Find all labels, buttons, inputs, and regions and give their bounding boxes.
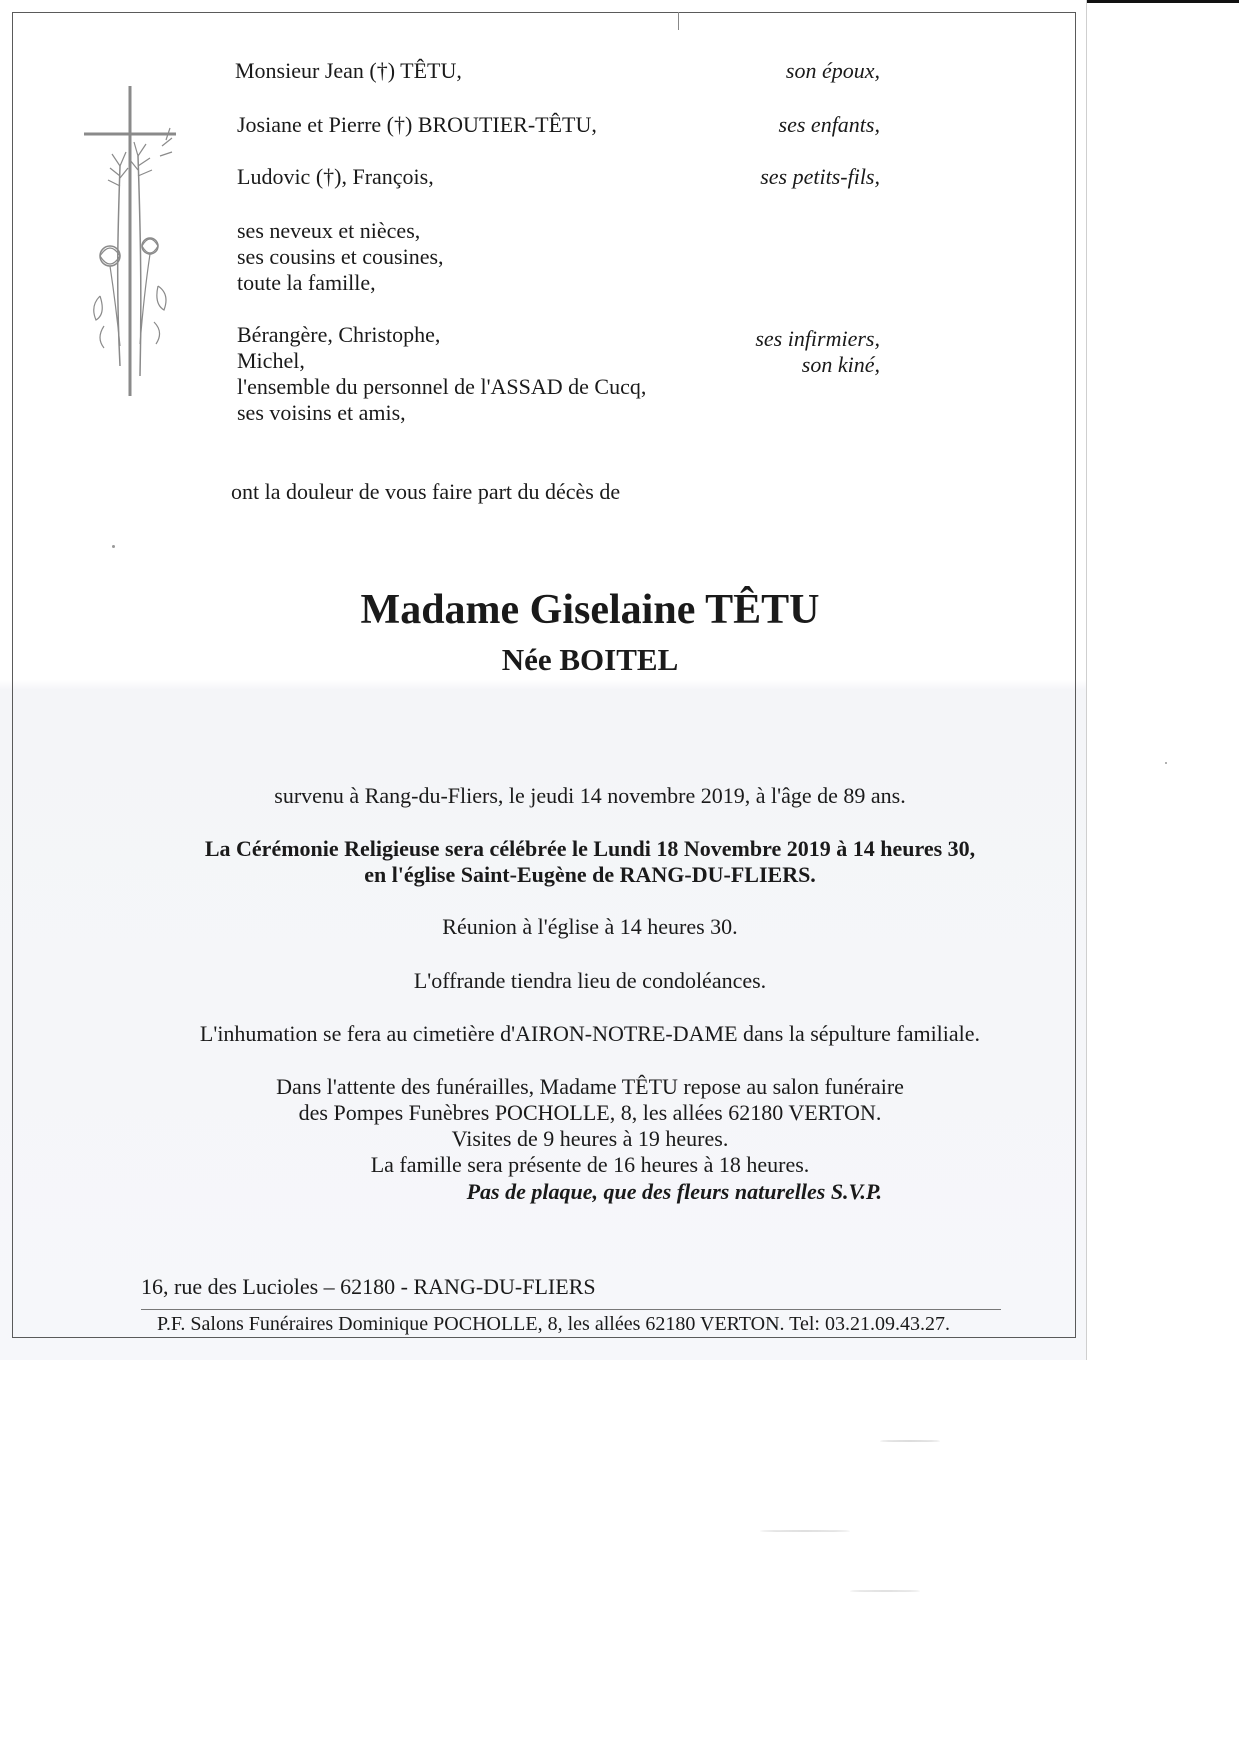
family-present-text: La famille sera présente de 16 heures à 18 heures. — [370, 1152, 810, 1177]
fold-mark — [678, 12, 679, 30]
scan-smudge — [850, 1590, 920, 1592]
flowers-note: Pas de plaque, que des fleurs naturelles S.V.P. — [466, 1179, 882, 1204]
family-line-4: ses neveux et nièces, — [237, 218, 421, 243]
family-role-3: ses petits-fils, — [760, 164, 880, 189]
scan-speck — [1165, 762, 1167, 764]
visits-text: Visites de 9 heures à 19 heures. — [451, 1126, 729, 1151]
announcement-text: ont la douleur de vous faire part du décès de — [231, 479, 621, 504]
reunion-text: Réunion à l'église à 14 heures 30. — [442, 914, 738, 939]
family-line-3: Ludovic (†), François, — [237, 164, 434, 189]
ceremony-line-1: La Cérémonie Religieuse sera célébrée le Lundi 18 Novembre 2019 à 14 heures 30, — [204, 836, 976, 861]
family-line-5: ses cousins et cousines, — [237, 244, 444, 269]
salon-line-1: Dans l'attente des funérailles, Madame TÊTU repose au salon funéraire — [276, 1074, 904, 1099]
scan-edge-line — [1085, 0, 1239, 3]
family-role-2: ses enfants, — [778, 112, 880, 137]
family-line-7: Bérangère, Christophe, — [237, 322, 441, 347]
family-line-8: Michel, — [237, 348, 305, 373]
family-line-9: l'ensemble du personnel de l'ASSAD de Cucq, — [237, 374, 647, 399]
offering-text: L'offrande tiendra lieu de condoléances. — [413, 968, 767, 993]
cross-with-flowers-icon — [80, 86, 200, 402]
family-role-8: son kiné, — [801, 352, 880, 377]
funeral-home-footer: P.F. Salons Funéraires Dominique POCHOLLE, 8, les allées 62180 VERTON. Tel: 03.21.09.43.27. — [157, 1313, 950, 1335]
ceremony-line-2: en l'église Saint-Eugène de RANG-DU-FLIERS. — [364, 862, 816, 887]
family-line-10: ses voisins et amis, — [237, 400, 406, 425]
family-line-1: Monsieur Jean (†) TÊTU, — [235, 58, 462, 83]
family-line-2: Josiane et Pierre (†) BROUTIER-TÊTU, — [237, 112, 597, 137]
scan-smudge — [760, 1530, 850, 1532]
deceased-maiden-name: Née BOITEL — [501, 642, 679, 677]
deceased-name: Madame Giselaine TÊTU — [360, 587, 820, 633]
family-line-6: toute la famille, — [237, 270, 376, 295]
scan-smudge — [880, 1440, 940, 1442]
death-details: survenu à Rang-du-Fliers, le jeudi 14 novembre 2019, à l'âge de 89 ans. — [274, 783, 906, 808]
burial-text: L'inhumation se fera au cimetière d'AIRON-NOTRE-DAME dans la sépulture familiale. — [199, 1021, 981, 1046]
salon-line-2: des Pompes Funèbres POCHOLLE, 8, les allées 62180 VERTON. — [298, 1100, 882, 1125]
home-address: 16, rue des Lucioles – 62180 - RANG-DU-FLIERS — [141, 1274, 596, 1299]
scan-speck — [112, 545, 115, 548]
footer-divider — [141, 1309, 1001, 1310]
family-role-1: son époux, — [785, 58, 880, 83]
scan-page-edge — [1086, 0, 1087, 1360]
family-role-7: ses infirmiers, — [755, 326, 880, 351]
